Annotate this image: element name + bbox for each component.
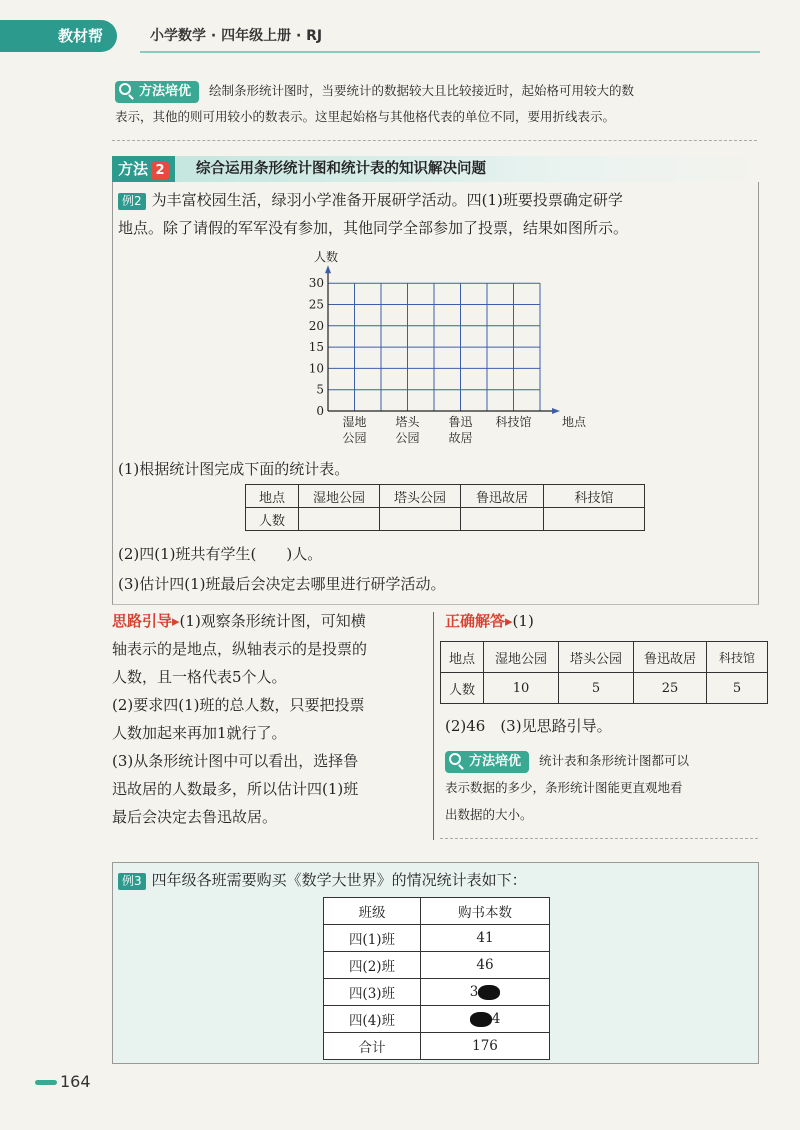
y-tick-label: 0 <box>316 404 324 418</box>
blank-cell[interactable] <box>380 508 461 531</box>
y-axis-arrow <box>325 265 331 273</box>
table-row: 合计 176 <box>324 1033 550 1060</box>
method-title: 综合运用条形统计图和统计表的知识解决问题 <box>196 161 486 177</box>
stats-table-blank: 地点 湿地公园 塔头公园 鲁迅故居 科技馆 人数 <box>245 484 645 531</box>
tip1-line1: 绘制条形统计图时，当要统计的数据较大且比较接近时，起始格可用较大的数 <box>209 83 635 98</box>
y-axis-label: 人数 <box>313 250 339 265</box>
x-axis-label: 地点 <box>561 415 587 429</box>
x-tick-label: 公园 <box>342 431 367 445</box>
answer-table: 地点 湿地公园 塔头公园 鲁迅故居 科技馆 人数 10 5 25 5 <box>440 641 768 704</box>
x-tick-label: 湿地 <box>342 415 367 429</box>
example3-tag: 例3 <box>118 873 146 890</box>
table-row: 四(1)班 41 <box>324 925 550 952</box>
example2-q2: (2)四(1)班共有学生( )人。 <box>118 545 323 563</box>
table-row: 四(4)班 4 <box>324 1006 550 1033</box>
blank-cell[interactable] <box>461 508 544 531</box>
magnifier-icon <box>119 83 131 95</box>
bar-chart <box>300 245 587 455</box>
ink-blot <box>470 1012 492 1027</box>
example2-text: 例2 为丰富校园生活，绿羽小学准备开展研学活动。四(1)班要投票确定研学 地点。除了请假的军军没有参加，其他同学全部参加了投票，结果如图所示。 <box>118 191 629 237</box>
x-tick-label: 科技馆 <box>495 415 532 429</box>
x-tick-label: 塔头 <box>395 415 420 429</box>
header-brand: 教材帮 <box>44 20 117 52</box>
blank-cell[interactable] <box>544 508 645 531</box>
answer-header: 正确解答▸(1) <box>445 612 534 630</box>
y-tick-label: 15 <box>308 340 324 355</box>
answer-rest: (2)46 (3)见思路引导。 <box>445 717 612 735</box>
tip-box-2: 方法培优 统计表和条形统计图都可以 表示数据的多少，条形统计图能更直观地看 出数据的大小。 <box>445 753 690 822</box>
tip2-border <box>440 838 758 839</box>
x-axis-arrow <box>552 408 560 414</box>
page-number: 164 <box>60 1072 91 1091</box>
table-row: 四(2)班 46 <box>324 952 550 979</box>
magnifier-icon <box>449 753 461 765</box>
y-tick-label: 10 <box>308 361 324 376</box>
tip1-line2: 表示，其他的则可用较小的数表示。这里起始格与其他格代表的单位不同，要用折线表示。 <box>115 109 616 124</box>
hint-section: 思路引导▸(1)观察条形统计图，可知横 轴表示的是地点，纵轴表示的是投票的 人数，且一格代表5个人。 (2)要求四(1)班的总人数，只要把投票 人数加起来再加1就行了。 (3)从条形统计图中可以看出，选择鲁 迅故居的人数最多，所以估计四(1)班 最后会决定去鲁迅故居。 <box>112 612 368 826</box>
header-divider <box>140 51 760 53</box>
header-accent <box>0 20 44 52</box>
ink-blot <box>478 985 500 1000</box>
y-tick-label: 20 <box>308 318 324 333</box>
y-tick-label: 5 <box>316 382 324 397</box>
example3-text: 例3 四年级各班需要购买《数学大世界》的情况统计表如下： <box>118 866 527 894</box>
hint-label: 思路引导 <box>112 612 173 630</box>
blank-cell[interactable] <box>299 508 380 531</box>
method-tag: 方法 2 <box>112 156 175 182</box>
answer-label: 正确解答 <box>445 612 506 630</box>
x-tick-label: 故居 <box>448 431 473 445</box>
tip-badge-1: 方法培优 <box>115 81 199 103</box>
column-divider <box>433 612 434 840</box>
y-tick-label: 30 <box>308 276 324 291</box>
header-course: 小学数学 · 四年级上册 · RJ <box>150 28 323 44</box>
x-tick-label: 公园 <box>395 431 420 445</box>
tip-box-1 <box>115 78 760 130</box>
method-number: 2 <box>151 162 169 180</box>
tip1-border <box>112 140 757 141</box>
page-accent <box>35 1080 57 1085</box>
tip-badge-2: 方法培优 <box>445 751 529 773</box>
example2-q3: (3)估计四(1)班最后会决定去哪里进行研学活动。 <box>118 575 446 593</box>
example2-tag: 例2 <box>118 193 146 210</box>
y-tick-label: 25 <box>308 297 324 312</box>
example2-q1: (1)根据统计图完成下面的统计表。 <box>118 460 350 478</box>
table-row: 四(3)班 3 <box>324 979 550 1006</box>
x-tick-label: 鲁迅 <box>448 415 473 429</box>
book-table: 班级 购书本数 四(1)班 41 四(2)班 46 四(3)班 3 四(4)班 4 合计 176 <box>323 897 550 1060</box>
